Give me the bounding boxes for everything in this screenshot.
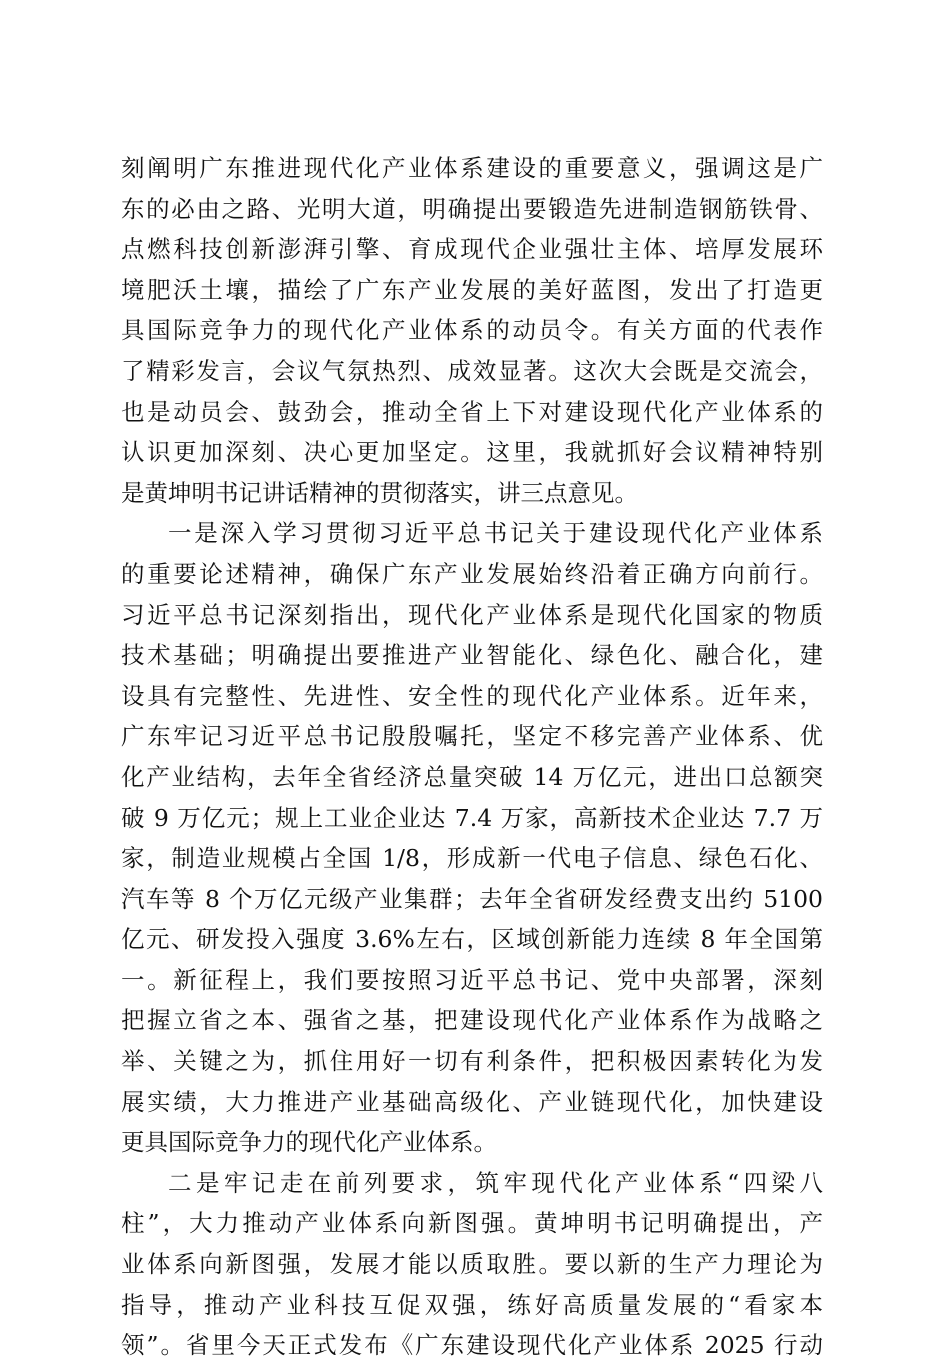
text-line: 领”。省里今天正式发布《广东建设现代化产业体系 2025 行动	[121, 1331, 823, 1360]
text-line: 柱”，大力推动产业体系向新图强。黄坤明书记明确提出，产	[121, 1209, 823, 1238]
text-line: 家，制造业规模占全国 1/8，形成新一代电子信息、绿色石化、	[121, 844, 823, 873]
text-line: 汽车等 8 个万亿元级产业集群；去年全省研发经费支出约 5100	[121, 884, 823, 913]
document-body	[121, 148, 823, 1366]
text-line: 广东牢记习近平总书记殷殷嘱托，坚定不移完善产业体系、优	[121, 722, 823, 751]
text-line: 是黄坤明书记讲话精神的贯彻落实，讲三点意见。	[121, 478, 638, 507]
text-line: 指导，推动产业科技互促双强，练好高质量发展的“看家本	[121, 1290, 823, 1319]
text-line: 二是牢记走在前列要求，筑牢现代化产业体系“四梁八	[168, 1168, 823, 1197]
paragraph-1	[121, 148, 823, 513]
paragraph-3	[121, 1163, 823, 1366]
text-line: 的重要论述精神，确保广东产业发展始终沿着正确方向前行。	[121, 559, 823, 588]
text-line: 境肥沃土壤，描绘了广东产业发展的美好蓝图，发出了打造更	[121, 275, 823, 304]
text-line: 举、关键之为，抓住用好一切有利条件，把积极因素转化为发	[121, 1047, 823, 1076]
text-line: 习近平总书记深刻指出，现代化产业体系是现代化国家的物质	[121, 600, 823, 629]
text-line: 业体系向新图强，发展才能以质取胜。要以新的生产力理论为	[121, 1250, 823, 1279]
text-line: 东的必由之路、光明大道，明确提出要锻造先进制造钢筋铁骨、	[121, 194, 823, 223]
paragraph-2	[121, 513, 823, 1163]
text-line: 一是深入学习贯彻习近平总书记关于建设现代化产业体系	[168, 519, 823, 548]
text-line: 破 9 万亿元；规上工业企业达 7.4 万家，高新技术企业达 7.7 万	[121, 803, 823, 832]
text-line: 把握立省之本、强省之基，把建设现代化产业体系作为战略之	[121, 1006, 823, 1035]
text-line: 了精彩发言，会议气氛热烈、成效显著。这次大会既是交流会，	[121, 356, 823, 385]
text-line: 技术基础；明确提出要推进产业智能化、绿色化、融合化，建	[121, 641, 823, 670]
text-line: 刻阐明广东推进现代化产业体系建设的重要意义，强调这是广	[121, 154, 823, 182]
text-line: 亿元、研发投入强度 3.6%左右，区域创新能力连续 8 年全国第	[121, 925, 823, 954]
text-line: 具国际竞争力的现代化产业体系的动员令。有关方面的代表作	[121, 316, 823, 345]
text-line: 也是动员会、鼓劲会，推动全省上下对建设现代化产业体系的	[121, 397, 823, 426]
text-line: 化产业结构，去年全省经济总量突破 14 万亿元，进出口总额突	[121, 762, 823, 791]
text-line: 设具有完整性、先进性、安全性的现代化产业体系。近年来，	[121, 681, 823, 710]
text-line: 一。新征程上，我们要按照习近平总书记、党中央部署，深刻	[121, 965, 823, 994]
text-line: 点燃科技创新澎湃引擎、育成现代企业强壮主体、培厚发展环	[121, 235, 823, 264]
text-line: 更具国际竞争力的现代化产业体系。	[121, 1128, 497, 1157]
text-line: 展实绩，大力推进产业基础高级化、产业链现代化，加快建设	[121, 1087, 823, 1116]
text-line: 认识更加深刻、决心更加坚定。这里，我就抓好会议精神特别	[121, 438, 823, 467]
